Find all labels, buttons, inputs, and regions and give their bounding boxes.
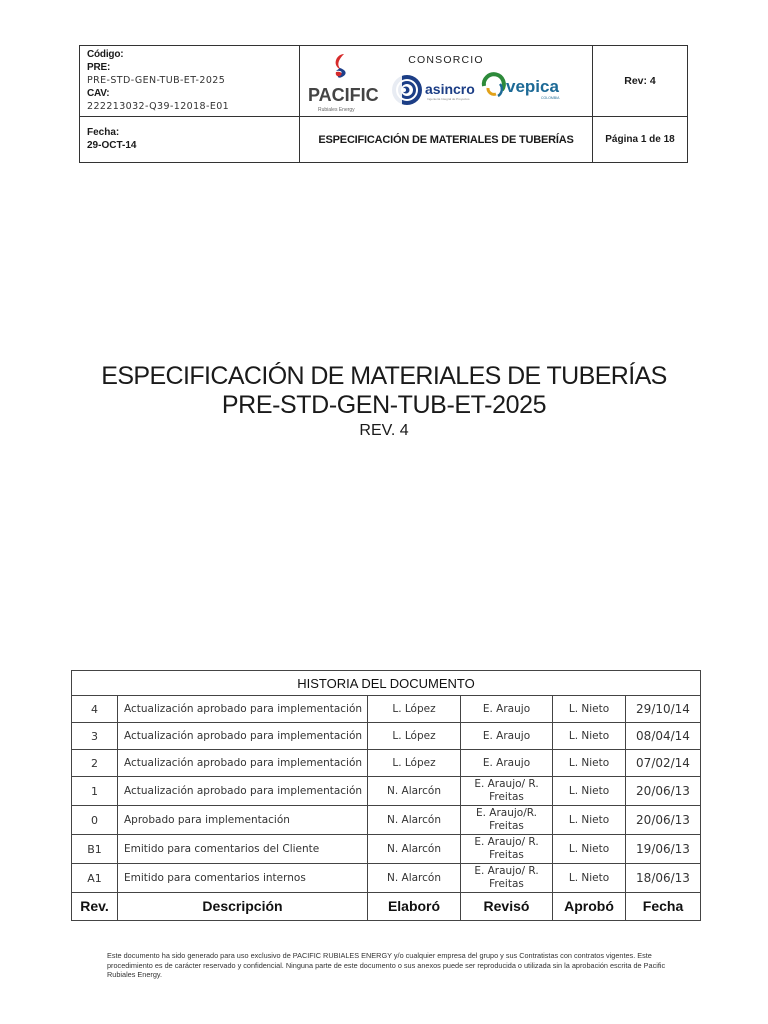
rev-cell: A1 bbox=[72, 864, 118, 893]
description-cell: Actualización aprobado para implementación bbox=[118, 777, 368, 806]
table-row bbox=[72, 864, 701, 893]
document-title-block bbox=[0, 362, 768, 441]
asincro-swirl-icon bbox=[392, 75, 422, 105]
table-row bbox=[72, 723, 701, 750]
codigo-label: Código: bbox=[87, 49, 124, 60]
document-title: ESPECIFICACIÓN DE MATERIALES DE TUBERÍAS bbox=[101, 362, 667, 390]
consortium-logos bbox=[300, 46, 594, 116]
description-cell: Emitido para comentarios del Cliente bbox=[118, 835, 368, 864]
vepica-subtitle: COLOMBIA bbox=[541, 96, 560, 100]
aprobo-cell: L. Nieto bbox=[553, 806, 626, 835]
rev-cell: 3 bbox=[72, 723, 118, 750]
cav-label: CAV: bbox=[87, 88, 110, 99]
table-row bbox=[72, 777, 701, 806]
fecha-cell bbox=[80, 116, 299, 162]
elaboro-cell: N. Alarcón bbox=[368, 806, 461, 835]
reviso-cell: E. Araujo bbox=[461, 750, 553, 777]
fecha-value: 29-OCT-14 bbox=[87, 140, 137, 151]
column-header-rev: Rev. bbox=[72, 893, 118, 921]
pacific-subtitle: Rubiales Energy bbox=[318, 107, 355, 113]
column-header-fecha: Fecha bbox=[626, 893, 701, 921]
codigo-cell bbox=[80, 46, 299, 116]
table-row bbox=[72, 696, 701, 723]
history-caption-row bbox=[72, 671, 701, 696]
elaboro-cell: N. Alarcón bbox=[368, 864, 461, 893]
aprobo-cell: L. Nieto bbox=[553, 750, 626, 777]
column-header-elaboro: Elaboró bbox=[368, 893, 461, 921]
aprobo-cell: L. Nieto bbox=[553, 835, 626, 864]
vepica-swirl-icon bbox=[484, 74, 504, 96]
fecha-cell: 29/10/14 bbox=[626, 696, 701, 723]
reviso-cell: E. Araujo bbox=[461, 696, 553, 723]
description-cell: Aprobado para implementación bbox=[118, 806, 368, 835]
elaboro-cell: L. López bbox=[368, 696, 461, 723]
aprobo-cell: L. Nieto bbox=[553, 723, 626, 750]
rev-cell: 4 bbox=[72, 696, 118, 723]
asincro-subtitle: Ingeniería Integral de Proyectos bbox=[427, 97, 470, 101]
reviso-cell: E. Araujo/ R. Freitas bbox=[461, 777, 553, 806]
aprobo-cell: L. Nieto bbox=[553, 777, 626, 806]
rev-cell: 1 bbox=[72, 777, 118, 806]
reviso-cell: E. Araujo/ R. Freitas bbox=[461, 864, 553, 893]
rev-cell: Rev: 4 bbox=[624, 75, 656, 87]
cav-value: 222213032-Q39-12018-E01 bbox=[87, 101, 230, 112]
rev-cell: B1 bbox=[72, 835, 118, 864]
fecha-cell: 20/06/13 bbox=[626, 777, 701, 806]
aprobo-cell: L. Nieto bbox=[553, 864, 626, 893]
elaboro-cell: N. Alarcón bbox=[368, 777, 461, 806]
pacific-wordmark: PACIFIC bbox=[308, 85, 379, 105]
document-revision: REV. 4 bbox=[359, 422, 409, 439]
elaboro-cell: L. López bbox=[368, 723, 461, 750]
elaboro-cell: L. López bbox=[368, 750, 461, 777]
fecha-cell: 07/02/14 bbox=[626, 750, 701, 777]
pre-value: PRE-STD-GEN-TUB-ET-2025 bbox=[87, 75, 226, 86]
reviso-cell: E. Araujo/R. Freitas bbox=[461, 806, 553, 835]
table-row bbox=[72, 835, 701, 864]
fecha-label: Fecha: bbox=[87, 127, 120, 138]
reviso-cell: E. Araujo bbox=[461, 723, 553, 750]
logo-cell bbox=[299, 46, 593, 116]
table-row bbox=[72, 806, 701, 835]
column-header-aprobo: Aprobó bbox=[553, 893, 626, 921]
rev-cell: 2 bbox=[72, 750, 118, 777]
fecha-cell: 20/06/13 bbox=[626, 806, 701, 835]
history-column-headers bbox=[72, 893, 701, 921]
rev-cell: 0 bbox=[72, 806, 118, 835]
consorcio-label: CONSORCIO bbox=[408, 54, 484, 66]
table-row bbox=[72, 750, 701, 777]
description-cell: Actualización aprobado para implementación bbox=[118, 750, 368, 777]
document-code: PRE-STD-GEN-TUB-ET-2025 bbox=[221, 391, 547, 419]
reviso-cell: E. Araujo/ R. Freitas bbox=[461, 835, 553, 864]
aprobo-cell: L. Nieto bbox=[553, 696, 626, 723]
column-header-reviso: Revisó bbox=[461, 893, 553, 921]
header-doc-title: ESPECIFICACIÓN DE MATERIALES DE TUBERÍAS bbox=[299, 116, 593, 162]
description-cell: Actualización aprobado para implementación bbox=[118, 723, 368, 750]
fecha-cell: 19/06/13 bbox=[626, 835, 701, 864]
elaboro-cell: N. Alarcón bbox=[368, 835, 461, 864]
document-history-table bbox=[71, 670, 701, 921]
page-number: Página 1 de 18 bbox=[593, 116, 687, 162]
document-header-table bbox=[79, 45, 688, 163]
vepica-wordmark: vepica bbox=[506, 77, 559, 96]
pre-label: PRE: bbox=[87, 62, 111, 73]
fecha-cell: 18/06/13 bbox=[626, 864, 701, 893]
confidentiality-disclaimer: Este documento ha sido generado para uso exclusivo de PACIFIC RUBIALES ENERGY y/o cualquier empresa del grupo y sus Contratistas con contratos vigentes. Este procedimiento es de carácter reservado y confidencial. Ninguna parte de este documento o sus anexos puede ser reproducida o utilizada sin la aprobación escrita de Pacific Rubiales Energy. bbox=[107, 951, 666, 980]
asincro-wordmark: asincro bbox=[425, 81, 475, 97]
pacific-flame-icon bbox=[336, 54, 346, 78]
fecha-cell: 08/04/14 bbox=[626, 723, 701, 750]
column-header-descripcion: Descripción bbox=[118, 893, 368, 921]
history-caption: HISTORIA DEL DOCUMENTO bbox=[72, 671, 701, 696]
description-cell: Actualización aprobado para implementación bbox=[118, 696, 368, 723]
description-cell: Emitido para comentarios internos bbox=[118, 864, 368, 893]
